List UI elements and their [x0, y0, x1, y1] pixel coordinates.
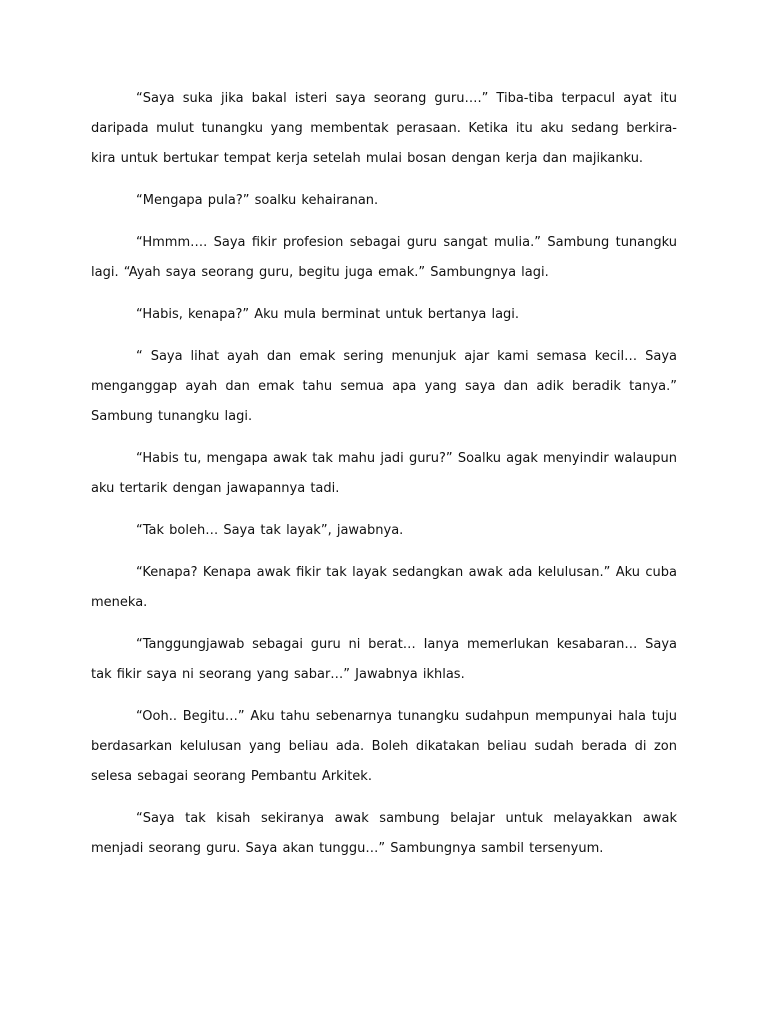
- paragraph-4: “Habis, kenapa?” Aku mula berminat untuk bertanya lagi.: [136, 307, 520, 322]
- paragraph-8: “Kenapa? Kenapa awak fikir tak layak sedangkan awak ada kelulusan.” Aku cuba meneka.: [91, 565, 677, 610]
- paragraph-11: “Saya tak kisah sekiranya awak sambung belajar untuk melayakkan awak menjadi seorang guru. Saya akan tunggu…” Sambungnya sambil tersenyum.: [91, 811, 677, 856]
- paragraph-2: “Mengapa pula?” soalku kehairanan.: [136, 193, 379, 208]
- paragraph-6: “Habis tu, mengapa awak tak mahu jadi guru?” Soalku agak menyindir walaupun aku tertarik dengan jawapannya tadi.: [91, 451, 677, 496]
- paragraph-3: “Hmmm…. Saya fikir profesion sebagai guru sangat mulia.” Sambung tunangku lagi. “Ayah saya seorang guru, begitu juga emak.” Sambungnya lagi.: [91, 235, 677, 280]
- document-page: [91, 84, 677, 876]
- paragraph-5: “ Saya lihat ayah dan emak sering menunjuk ajar kami semasa kecil… Saya menganggap ayah dan emak tahu semua apa yang saya dan adik beradik tanya.” Sambung tunangku lagi.: [91, 349, 677, 424]
- paragraph-7: “Tak boleh… Saya tak layak”, jawabnya.: [136, 523, 404, 538]
- paragraph-9: “Tanggungjawab sebagai guru ni berat… Ianya memerlukan kesabaran… Saya tak fikir saya ni seorang yang sabar…” Jawabnya ikhlas.: [91, 637, 677, 682]
- paragraph-10: “Ooh.. Begitu…” Aku tahu sebenarnya tunangku sudahpun mempunyai hala tuju berdasarkan kelulusan yang beliau ada. Boleh dikatakan beliau sudah berada di zon selesa sebagai seorang Pembantu Arkitek.: [91, 709, 677, 784]
- paragraph-1: “Saya suka jika bakal isteri saya seorang guru….” Tiba-tiba terpacul ayat itu daripada mulut tunangku yang membentak perasaan. Ketika itu aku sedang berkira-kira untuk bertukar tempat kerja setelah mulai bosan dengan kerja dan majikanku.: [91, 91, 677, 166]
